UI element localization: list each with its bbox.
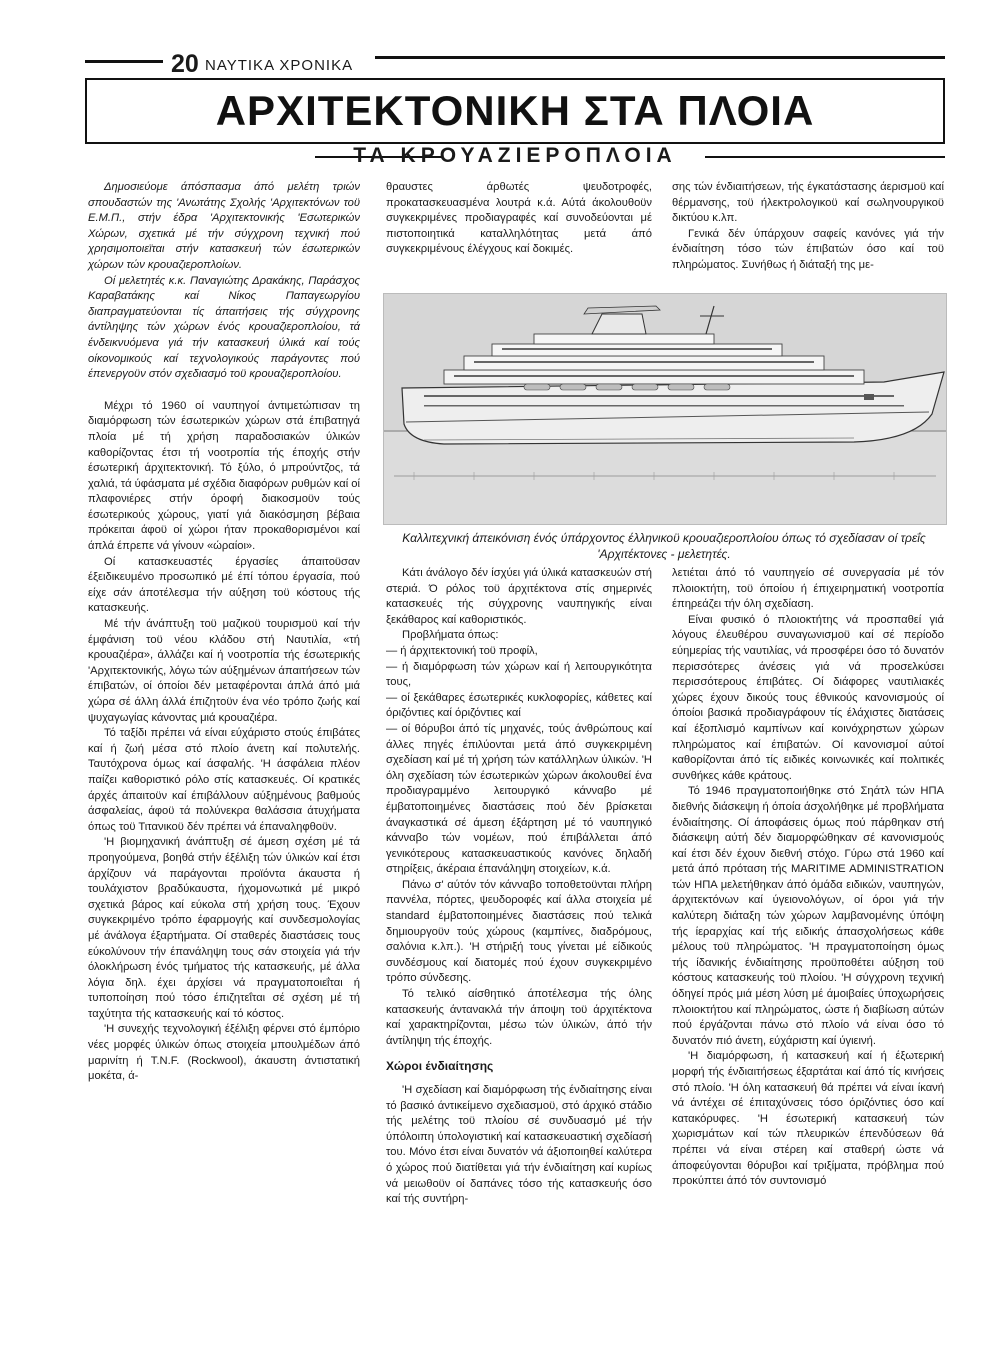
body-paragraph: θραυστες άρθωτές ψευδοτροφές, προκατασκευασμένα λουτρά κ.ά. Αύτά άκολουθοϋν συγκεκριμένες προδιαγραφές καί συνοδεύονται μέ πιστοποιητικά καταλληλότητας μετά άπό συγκεκριμένους έλέγχους καί δοκιμές. <box>386 181 652 256</box>
header-rule-right <box>375 56 945 59</box>
list-item: — ή διαμόρφωση τών χώρων καί ή λειτουργικότητα τους, <box>386 660 652 689</box>
article-subtitle: ΤΑ ΚΡΟΥΑΖΙΕΡΟΠΛΟΙΑ <box>353 144 677 167</box>
header-rule-left <box>85 60 163 63</box>
body-paragraph: σης τών ένδιαιτήσεων, τής έγκατάστασης άερισμοϋ καί θέρμανσης, τοϋ ήλεκτρολογικοϋ καί σωληνουργικοϋ δικτύου κ.λπ. <box>672 181 944 225</box>
article-title: ΑΡΧΙΤΕΚΤΟΝΙΚΗ ΣΤΑ ΠΛΟΙΑ <box>215 87 815 134</box>
figure-caption: Καλλιτεχνική άπεικόνιση ένός ύπάρχοντος έλληνικοϋ κρουαζιεροπλοίου όπως τό σχεδίασαν οί τρεΐς 'Αρχιτέκτονες - μελετητές. <box>402 531 926 561</box>
body-paragraph: Τό τελικό αίσθητικό άποτέλεσμα τής όλης κατασκευής άντανακλά τήν άποψη τοϋ άρχιτέκτονα καί χαρακτηρίζονται, μέσω τών ύλικών, άπό τήν άντίληψη τής έποχής. <box>386 988 652 1047</box>
body-paragraph: Μέχρι τό 1960 οί ναυπηγοί άντιμετώπισαν τη διαμόρφωση τών έσωτερικών χώρων στά έπιβατηγά πλοία μέ τή χρήση παραδοσιακών ύλικών καθορίζοντας έτσι τή νοοτροπία τής έποχής στήν έσωτερική άρχιτεκτονική. Τό ξύλο, ό μπρούντζος, τά χαλιά, τά ύφάσματα μέ σχέδια διαφόρων ρυθμών καί οί πλαφονιέρες στήν όροφή διακοσμοϋν τούς έσωτερικούς χώρους, γιατί γιά διακόσμηση βέβαια πρόκειται άφοϋ οί χώροι ήταν προκαθορισμένοι καί άπλά έπρεπε νά γίνουν «ώραίοι». <box>88 399 361 553</box>
subtitle-row <box>85 142 945 172</box>
intro-paragraph: Δημοσιεύομε άπόσπασμα άπό μελέτη τριών σπουδαστών της 'Ανωτάτης Σχολής 'Αρχιτεκτόνων τοϋ Ε.Μ.Π., στήν έδρα 'Αρχιτεκτονικής 'Εσωτερικών Χώρων, σχετικά μέ τήν σύγχρονη τεχνική πού χρησιμοποιεϊται στήν κατασκευή τών έσωτερικών χώρων τών κρουαζιεροπλοίων. <box>88 181 360 271</box>
body-paragraph: Πάνω σ' αύτόν τόν κάνναβο τοποθετοϋνται πλήρη παννέλα, πόρτες, ψευδοροφές καί άλλα στοιχεία μέ standard έμβατοποιημένες διαστάσεις πού τελικά δημιουργοϋν τούς χώρους (καμπίνες, διαδρόμους, σαλόνια κ.λπ.). 'Η στήριξή τους γίνεται μέ είδικούς συνδέσμους καί διατομές πού έχουν συγκεκριμένο τρόπο σύνδεσης. <box>386 878 652 985</box>
body-paragraph: Οί κατασκευαστές έργασίες άπαιτοϋσαν έξειδικευμένο προσωπικό μέ έπί τόπου έργασία, πού είχε σάν άποτέλεσμα τήν αύξηση τοϋ κόστους τής κατασκευής. <box>88 555 360 615</box>
intro-paragraph: Οί μελετητές κ.κ. Παναγιώτης Δρακάκης, Παράσχος Καραβατάκης καί Νίκος Παπαγεωργίου διαπραγματεύονται τίς άπαιτήσεις τής σύγχρονης άντίληψης τών χώρων ένός κρουαζιεροπλοίου, τά ένδεικνυόμενα γιά τήν κατασκευή ύλικά καί τούς οίκονομικούς καί τεχνολογικούς παράγοντες πού έπενεργοϋν στόν σχεδιασμό τοϋ κρουαζιεροπλοίου. <box>88 274 360 381</box>
column-2-top <box>386 180 652 258</box>
body-paragraph: 'Η βιομηχανική άνάπτυξη σέ άμεση σχέση μέ τά προηγούμενα, βοηθά στήν έξέλιξη τών ύλικών καί έτσι άρχίζουν νά παράγονται προϊόντα άκαυστα ή τουλάχιστον βραδύκαυστα, ήχομονωτικά μέ μικρό σχετικά βάρος καί εύκολα στή χρήση τους. Έχουν συγκεκριμένο τρόπο έφαρμογής καί συνδεσμολογίας μέ άνάλογα έξαρτήματα. Οί σταθερές διαστάσεις τους εύκολύνουν τήν έπανάληψη τους σάν στοιχεία γιά τήν όλοκλήρωση ένός τμήματος τής κατασκευής, μέ άλλα λόγια δηλ. έχει άρχίσει νά πραγματοποιεΐται ή τυποποίηση πού τόσο έπιζητεΐται σέ σχέση μέ τή ταχύτητα τής κατασκευής καί τό κόστος. <box>88 836 360 1020</box>
list-item: — ή άρχιτεκτονική τοϋ προφίλ, <box>386 644 538 657</box>
body-paragraph: Τό ταξίδι πρέπει νά είναι εύχάριστο στούς έπιβάτες καί ή ζωή μέσα στό πλοίο άνετη καί πολυτελής. Ταυτόχρονα όμως καί άσφαλής. 'Η άσφάλεια πλέον παίζει καθοριστικό ρόλο στίς κατασκευές. Οί κρατικές άρχές άπαιτοϋν καί έπιβάλλουν αύξημένους βαθμούς άσφαλείας, άφοϋ τά πολύνεκρα θαλάσσια άτυχήματα όπως τοϋ Τιτανικοϋ δέν πρέπει νά έπαναληφθοϋν. <box>88 727 360 833</box>
body-paragraph: 'Η διαμόρφωση, ή κατασκευή καί ή έξωτερική μορφή τής ένδιαιτήσεως έξαρτάται καί άπό τίς κινήσεις στό πλοίο. 'Η όλη κατασκευή θά πρέπει νά είναι ίκανή νά άντέχει σέ έπιταχύνσεις τόσο όριζόντιες όσο καί κατακόρυφες. 'Η έσωτερική κατασκευή τών χωρισμάτων καί τών πλευρικών έπενδύσεων θά πρέπει νά είναι στέρεη καί σταθερή ώστε νά άποφεύγονται θόρυβοι καί τριξίματα, πρόβλημα πού προκύπτει άπό τόν συντονισμό <box>672 1050 944 1188</box>
list-item: — οί ξεκάθαρες έσωτερικές κυκλοφορίες, κάθετες καί όριζόντιες καί όριζόντιες καί <box>386 691 652 720</box>
list-item: — οί θόρυβοι άπό τίς μηχανές, τούς άνθρώπους καί άλλες πηγές έπιλύονται μετά άπό συγκεκριμένη σχεδίαση καί μέ τή χρήση τών κατάλληλων ύλικών. 'Η όλη σχεδίαση τών έσωτερικών χώρων άκολουθεί ένα προδιαγραμμένο λειτουργικό κάνναβο μέ έμβατοποιημένες διαστάσεις πού δέν βρίσκεται άναγκαστικά σέ άμεση έξάρτηση μέ τό ναυπηγικό κάνναβο τών νομέων, πού έπιβάλλεται άπό γενικότερους κατασκευαστικούς κανόνες δηλαδή στηρίξεις, άκέραια έπανάληψη στοιχείων, κ.ά. <box>386 722 652 876</box>
ship-drawing <box>384 294 946 524</box>
body-paragraph: Είναι φυσικό ό πλοιοκτήτης νά προσπαθεί γιά λόγους έλευθέρου συναγωνισμοϋ καί σέ περίοδο εύημερίας τής ναυτιλίας, νά προσφέρει όσο τό δυνατόν περισσότερες άνέσεις γιά νά προσελκύσει περισσότερους έπιβάτες. Οί διάφορες ναυτιλιακές χώρες έχουν δικούς τους έθνικούς κανονισμούς οί όποίοι βασικά προδιαγράφουν τίς έλάχιστες διατάσεις καί έξοπλισμό καμπίνων καί κοινόχρηστων χώρων πληρώματος καί έπιβατών. Οί κανονισμοί αύτοί καθορίζονται άπό τίς ειδικές κοινωνικές καί πολιτικές συνθήκες κάθε κράτους. <box>672 613 944 782</box>
body-paragraph: 'Η σχεδίαση καί διαμόρφωση τής ένδιαίτησης είναι τό βασικό άντικείμενο σχεδιασμοϋ, στό άρχικό στάδιο τής μελέτης τοϋ πλοίου σέ συνδυασμό μέ τήν ύπόλοιπη ύπολογιστική καί κατασκευαστική σχεδίασή του. Μόνο έτσι είναι δυνατόν νά άξιοποιηθεί καλύτερα ό χώρος πού διατίθεται γιά τήν ένδιαίτηση καί κυρίως νά μειωθοϋν οί δαπάνες τόσο τής κατασκευής όσο καί τής συντήρη- <box>386 1084 652 1206</box>
column-2-bottom <box>386 566 652 1208</box>
list-intro: Προβλήματα όπως: <box>402 629 499 642</box>
cruise-ship-illustration <box>383 293 947 525</box>
body-paragraph: Μέ τήν άνάπτυξη τοϋ μαζικοϋ τουρισμοϋ καί τήν έμφάνιση τοϋ νέου κλάδου στή Ναυτιλία, «τή κρουαζιέρα», άλλάζει καί ή νοοτροπία τής έσωτερικής 'Αρχιτεκτονικής, λόγω τών αύξημένων άπαιτήσεων τών έπιβατών, οί όποίοι δέν μεταφέρονται άπλά άπό μιά χώρα σέ άλλη άλλά έπιζητοϋν ένα νέο τρόπο ζωής καί ψυχαγωγίας κάνοντας μιά κρουαζιέρα. <box>88 618 360 724</box>
magazine-name: ΝΑΥΤΙΚΑ ΧΡΟΝΙΚΑ <box>205 57 354 74</box>
column-3-top <box>672 180 944 274</box>
body-paragraph: λετιέται άπό τό ναυπηγείο σέ συνεργασία μέ τόν πλοιοκτήτη, τοϋ όποίου ή έπιχειρηματική νοοτροπία έπηρεάζει τήν όλη σχεδίαση. <box>672 567 944 611</box>
body-paragraph: Κάτι άνάλογο δέν ίσχύει γιά ύλικά κατασκευών στή στεριά. Ό ρόλος τοϋ άρχιτέκτονα στίς σημερινές κατασκευές τής σύγχρονης ναυπηγικής είναι ξεκάθαρος καί καθοριστικός. <box>386 567 652 626</box>
column-1 <box>88 180 360 1085</box>
body-paragraph: Γενικά δέν ύπάρχουν σαφείς κανόνες γιά τήν ένδιαίτηση τόσο τών έπιβατών όσο καί τοϋ πληρώματος. Συνήθως ή διάταξή της με- <box>672 227 944 271</box>
page-number: 20 <box>171 50 199 78</box>
column-3-bottom <box>672 566 944 1190</box>
subtitle-rule-right <box>705 156 945 158</box>
body-paragraph: Τό 1946 πραγματοποιήθηκε στό Σηάτλ τών ΗΠΑ διεθνής διάσκεψη ή όποία άσχολήθηκε μέ προβλήματα ένδιαίτησης. Οί άποφάσεις όμως πού πάρθηκαν στή διάσκεψη αύτή δέν διαμορφώθηκαν σέ κανονισμούς καί έτσι δέν έχουν διεθνή στόχο. Γύρω στά 1960 καί μετά άπό πρόταση τής MARITIME ADMINISTRATION τών ΗΠΑ μελετήθηκαν άπό όμάδα ειδικών, ναυπηγών, άρχιτεκτόνων καί ύγειονολόγων, οί όροι γιά τήν καλύτερη διάταξη τών χώρων λαμβανομένης ύπόψη τής ίεραρχίας καί τής ειδικής άπασχολήσεως κάθε μέλους τοϋ πληρώματος. 'Η πραγματοποίηση όμως τής ίδανικής ένδιαίτησης προϋποθέτει αύξηση τοϋ κόστους κατασκευής τοϋ πλοίου. 'Η σύγχρονη τεχνική όδηγεί πρός μιά μέση λύση μέ άμοιβαίες ύποχωρήσεις πλοιοκτήτου καί πληρώματος, ώστε ή διαβίωση αύτών πού έργάζονται πάνω στό πλοίο νά είναι όσο τό δυνατόν πιό άνετη, εύχάριστη καί ύγιεινή. <box>672 785 944 1047</box>
title-box <box>85 78 945 144</box>
intro-block <box>88 180 360 383</box>
body-paragraph: 'Η συνεχής τεχνολογική έξέλιξη φέρνει στό έμπόριο νέες μορφές ύλικών όπως στοιχεία μπουλμέδων άπό μαρινίτη ή T.N.F. (Rockwool), άκαυστη άντιστατική μοκέτα, ά- <box>88 1023 360 1083</box>
section-heading: Χώροι ένδιαίτησης <box>386 1059 494 1074</box>
